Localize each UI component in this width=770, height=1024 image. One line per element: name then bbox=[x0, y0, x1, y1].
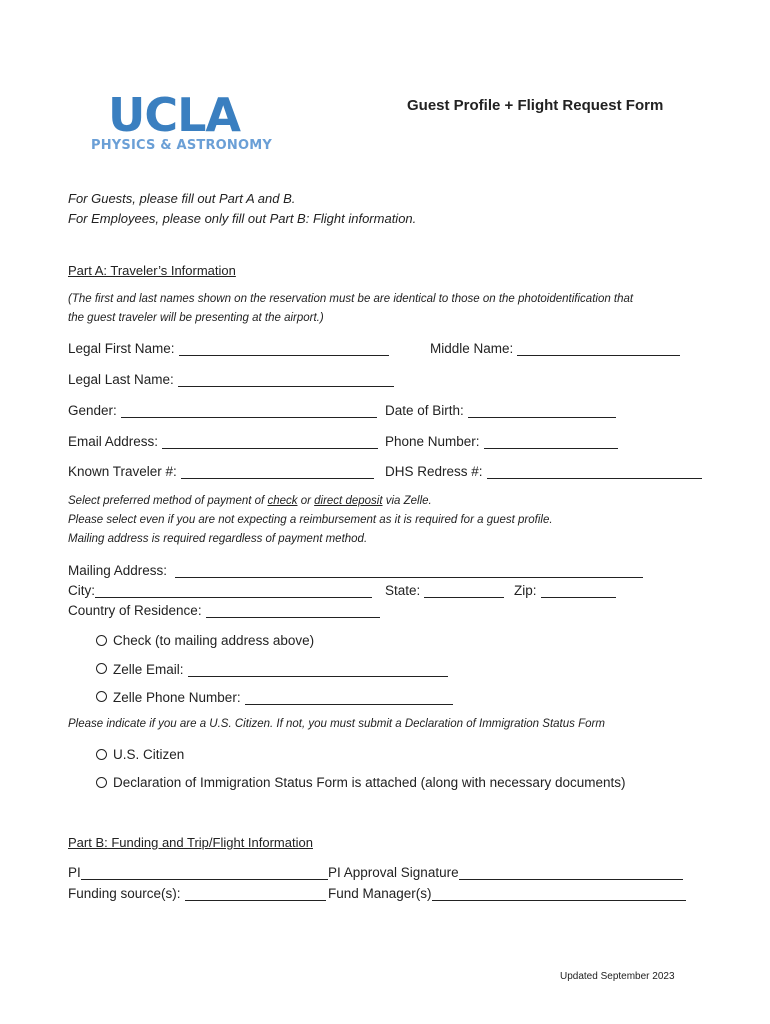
country-field[interactable] bbox=[68, 603, 380, 618]
country-label: Country of Residence: bbox=[68, 603, 202, 618]
ucla-logo: UCLA bbox=[108, 88, 241, 142]
dhs-field[interactable] bbox=[385, 464, 702, 479]
city-label: City: bbox=[68, 583, 95, 598]
zip-label: Zip: bbox=[514, 583, 537, 598]
form-title: Guest Profile + Flight Request Form bbox=[407, 97, 664, 114]
check-underlined: check bbox=[267, 495, 298, 507]
radio-us-citizen[interactable] bbox=[96, 749, 107, 760]
last-name-field[interactable] bbox=[68, 372, 394, 387]
ktn-line[interactable] bbox=[181, 464, 374, 479]
option-check[interactable] bbox=[96, 633, 314, 648]
payment-instruction-2: Please select even if you are not expecting a reimbursement as it is required for a guest profile. bbox=[68, 514, 553, 526]
middle-name-label: Middle Name: bbox=[430, 341, 514, 356]
pi-label: PI bbox=[68, 865, 81, 880]
pi-line[interactable] bbox=[81, 865, 328, 880]
radio-check[interactable] bbox=[96, 635, 107, 646]
zelle-phone-line[interactable] bbox=[245, 690, 453, 705]
option-check-label: Check (to mailing address above) bbox=[113, 633, 315, 648]
option-zelle-email-label: Zelle Email: bbox=[113, 662, 184, 677]
payment-instruction-1: Select preferred method of payment of check or direct deposit via Zelle. bbox=[68, 495, 432, 507]
last-name-line[interactable] bbox=[178, 372, 394, 387]
fund-manager-line[interactable] bbox=[432, 886, 686, 901]
email-field[interactable] bbox=[68, 434, 378, 449]
state-field[interactable] bbox=[385, 583, 504, 598]
funding-line[interactable] bbox=[185, 886, 326, 901]
part-b-heading: Part B: Funding and Trip/Flight Information bbox=[68, 835, 313, 850]
option-zelle-phone-label: Zelle Phone Number: bbox=[113, 690, 241, 705]
dob-line[interactable] bbox=[468, 403, 616, 418]
option-zelle-phone[interactable] bbox=[96, 690, 453, 705]
mailing-address-line[interactable] bbox=[175, 563, 643, 578]
gender-label: Gender: bbox=[68, 403, 117, 418]
gender-field[interactable] bbox=[68, 403, 377, 418]
first-name-label: Legal First Name: bbox=[68, 341, 175, 356]
phone-label: Phone Number: bbox=[385, 434, 480, 449]
option-us-citizen-label: U.S. Citizen bbox=[113, 747, 185, 762]
radio-zelle-phone[interactable] bbox=[96, 691, 107, 702]
ktn-label: Known Traveler #: bbox=[68, 464, 177, 479]
dhs-label: DHS Redress #: bbox=[385, 464, 483, 479]
option-declaration[interactable] bbox=[96, 775, 625, 790]
country-line[interactable] bbox=[206, 603, 380, 618]
city-field[interactable] bbox=[68, 583, 372, 598]
option-declaration-label: Declaration of Immigration Status Form is attached (along with necessary documents) bbox=[113, 775, 626, 790]
mailing-address-field[interactable] bbox=[68, 563, 643, 578]
part-a-note-1: (The first and last names shown on the reservation must be are identical to those on the photoidentification that bbox=[68, 293, 634, 305]
city-line[interactable] bbox=[95, 583, 372, 598]
option-us-citizen[interactable] bbox=[96, 747, 184, 762]
direct-deposit-underlined: direct deposit bbox=[314, 495, 383, 507]
phone-line[interactable] bbox=[484, 434, 618, 449]
fund-manager-field[interactable] bbox=[328, 886, 686, 901]
pi-field[interactable] bbox=[68, 865, 328, 880]
zip-field[interactable] bbox=[514, 583, 616, 598]
zelle-email-line[interactable] bbox=[188, 662, 448, 677]
option-zelle-email[interactable] bbox=[96, 662, 448, 677]
payment-instruction-3: Mailing address is required regardless of payment method. bbox=[68, 533, 368, 545]
first-name-field[interactable] bbox=[68, 341, 389, 356]
dhs-line[interactable] bbox=[487, 464, 702, 479]
pi-signature-field[interactable] bbox=[328, 865, 683, 880]
gender-line[interactable] bbox=[121, 403, 377, 418]
intro-line-1: For Guests, please fill out Part A and B. bbox=[68, 191, 296, 206]
last-name-label: Legal Last Name: bbox=[68, 372, 174, 387]
pi-signature-label: PI Approval Signature bbox=[328, 865, 459, 880]
ucla-logo-subtitle: PHYSICS & ASTRONOMY bbox=[91, 138, 272, 153]
state-label: State: bbox=[385, 583, 421, 598]
fund-manager-label: Fund Manager(s) bbox=[328, 886, 432, 901]
part-a-note-2: the guest traveler will be presenting at the airport.) bbox=[68, 312, 324, 324]
email-line[interactable] bbox=[162, 434, 378, 449]
funding-field[interactable] bbox=[68, 886, 326, 901]
middle-name-line[interactable] bbox=[517, 341, 680, 356]
email-label: Email Address: bbox=[68, 434, 159, 449]
dob-field[interactable] bbox=[385, 403, 616, 418]
citizen-note: Please indicate if you are a U.S. Citizen. If not, you must submit a Declaration of Immigration Status Form bbox=[68, 718, 605, 730]
middle-name-field[interactable] bbox=[430, 341, 680, 356]
mailing-address-label: Mailing Address: bbox=[68, 563, 168, 578]
radio-declaration[interactable] bbox=[96, 777, 107, 788]
pi-signature-line[interactable] bbox=[459, 865, 683, 880]
phone-field[interactable] bbox=[385, 434, 618, 449]
first-name-line[interactable] bbox=[179, 341, 389, 356]
radio-zelle-email[interactable] bbox=[96, 663, 107, 674]
zip-line[interactable] bbox=[541, 583, 616, 598]
part-a-heading: Part A: Traveler’s Information bbox=[68, 263, 236, 278]
intro-line-2: For Employees, please only fill out Part B: Flight information. bbox=[68, 211, 417, 226]
funding-label: Funding source(s): bbox=[68, 886, 181, 901]
ktn-field[interactable] bbox=[68, 464, 374, 479]
dob-label: Date of Birth: bbox=[385, 403, 464, 418]
state-line[interactable] bbox=[424, 583, 504, 598]
updated-date: Updated September 2023 bbox=[560, 971, 675, 982]
